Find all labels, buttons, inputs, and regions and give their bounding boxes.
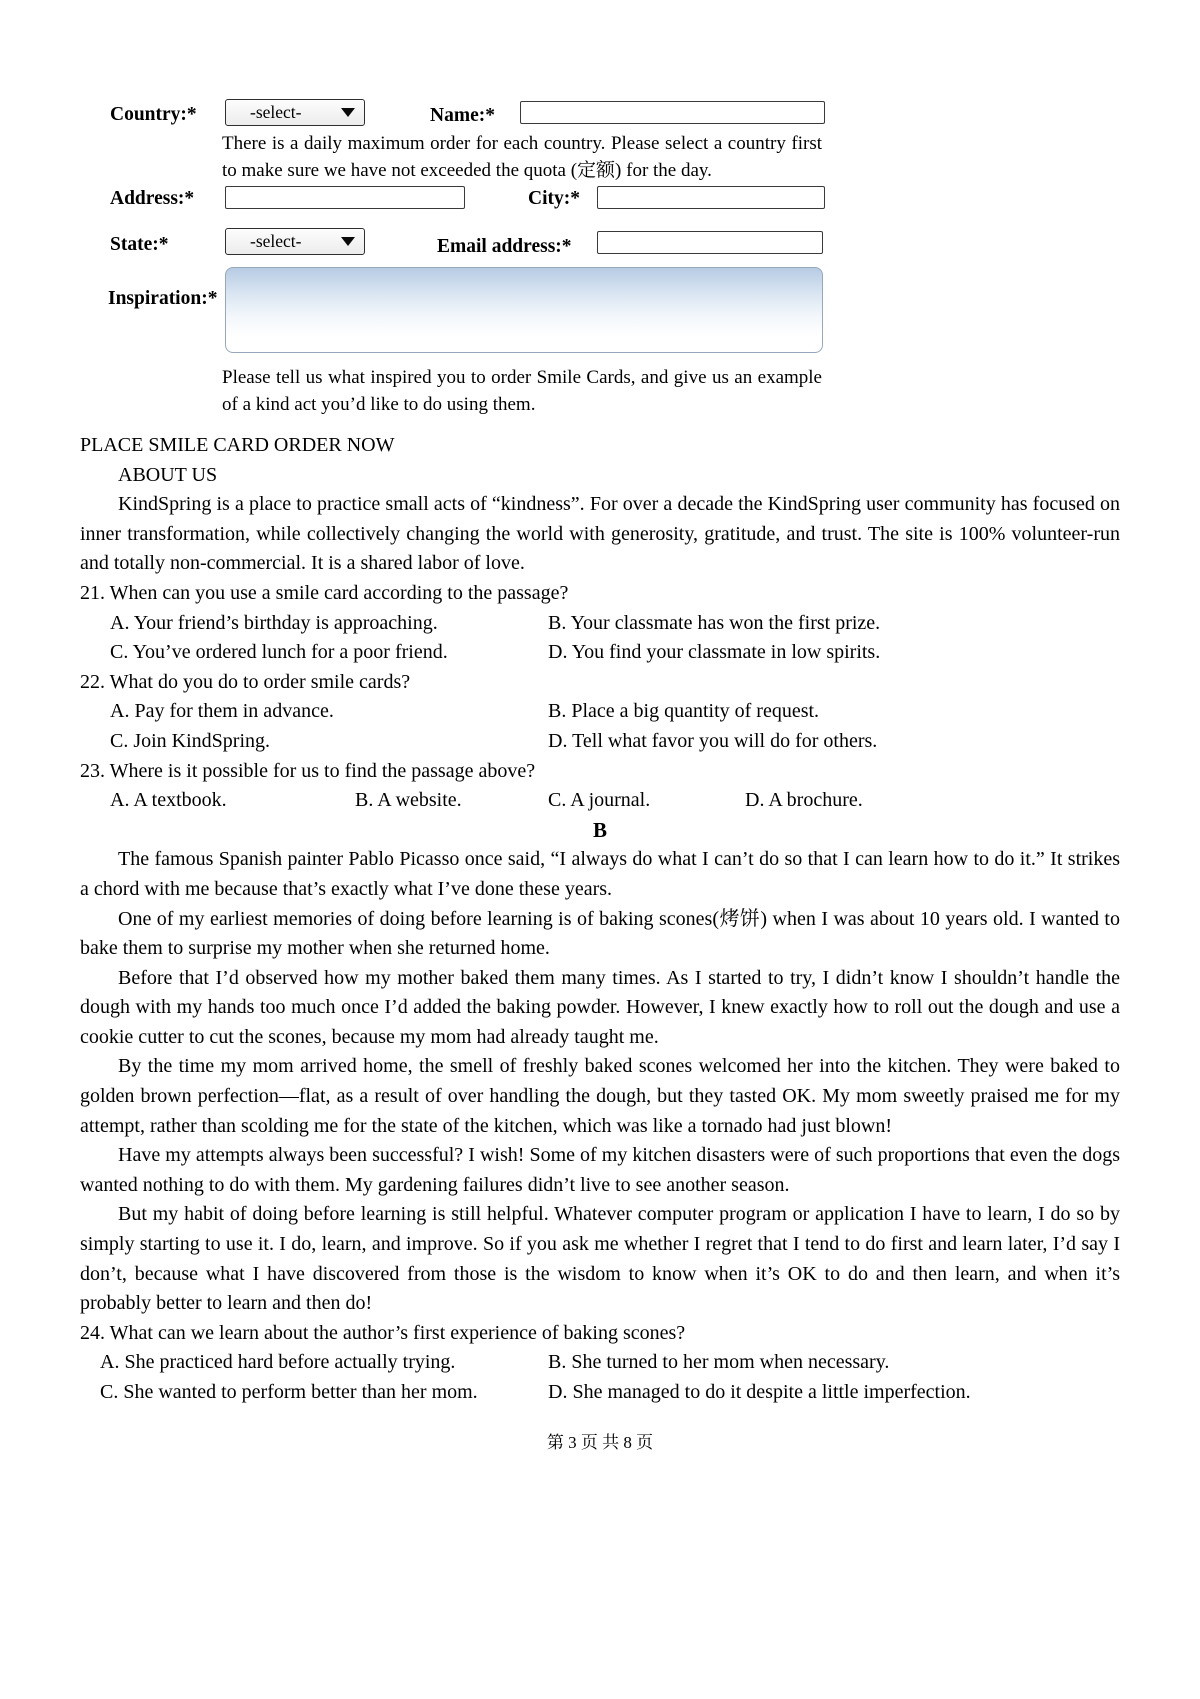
country-select[interactable] [225, 99, 365, 126]
question-22-stem: 22. What do you do to order smile cards? [80, 670, 411, 693]
section-b-heading: B [592, 817, 607, 842]
inspiration-label: Inspiration:* [108, 288, 218, 309]
passage-b-paragraph-1: The famous Spanish painter Pablo Picasso once said, “I always do what I can’t do so that I can learn how to do it.” It strikes a chord with me because that’s exactly what I’ve done these years. [80, 848, 1120, 900]
passage-b-paragraph-4: By the time my mom arrived home, the smell of freshly baked scones welcomed her into the kitchen. They were baked to golden brown perfection—flat, as a result of over handling the dough, but they tasted OK. My mom sweetly praised me for my attempt, rather than scolding me for the state of the kitchen, which was like a tornado had just blown! [80, 1055, 1120, 1137]
q21-option-b: B. Your classmate has won the first prize. [548, 611, 881, 634]
country-label: Country:* [110, 104, 197, 125]
q21-option-a: A. Your friend’s birthday is approaching. [110, 611, 438, 634]
question-24-options-row-2 [80, 1378, 1120, 1408]
inspiration-textarea[interactable] [225, 267, 823, 353]
question-22-options-row-1 [80, 697, 1120, 727]
document-body [80, 431, 1120, 1408]
dropdown-arrow-icon [341, 108, 355, 117]
q24-option-d: D. She managed to do it despite a little imperfection. [548, 1381, 971, 1403]
name-input[interactable] [520, 101, 825, 124]
q21-option-c: C. You’ve ordered lunch for a poor friend. [110, 641, 448, 664]
question-24-stem: 24. What can we learn about the author’s first experience of baking scones? [80, 1321, 686, 1344]
q22-option-d: D. Tell what favor you will do for others. [548, 729, 878, 752]
city-label: City:* [528, 188, 580, 209]
q24-option-a: A. She practiced hard before actually trying. [100, 1351, 456, 1374]
passage-b-paragraph-2: One of my earliest memories of doing before learning is of baking scones(烤饼) when I was about 10 years old. I wanted to bake them to surprise my mother when she returned home. [80, 907, 1120, 960]
q21-option-d: D. You find your classmate in low spirits. [548, 641, 881, 664]
country-note: There is a daily maximum order for each country. Please select a country first to make sure we have not exceeded the quota (定额) for the day. [222, 133, 822, 182]
smile-card-order-form [0, 0, 1200, 430]
q23-option-d: D. A brochure. [745, 789, 863, 812]
about-us-heading: ABOUT US [118, 463, 218, 486]
email-input[interactable] [597, 231, 823, 254]
address-label: Address:* [110, 188, 195, 209]
place-order-heading: PLACE SMILE CARD ORDER NOW [80, 434, 395, 456]
q23-option-a: A. A textbook. [110, 789, 227, 812]
question-24-options-row-1 [80, 1348, 1120, 1378]
state-select[interactable] [225, 228, 365, 255]
question-21-options-row-2 [80, 638, 1120, 668]
q24-option-b: B. She turned to her mom when necessary. [548, 1351, 890, 1374]
q22-option-a: A. Pay for them in advance. [110, 700, 334, 723]
passage-b-paragraph-5: Have my attempts always been successful? I wish! Some of my kitchen disasters were of such proportions that even the dogs wanted nothing to do with them. My gardening failures didn’t live to see another season. [80, 1144, 1120, 1196]
inspiration-note: Please tell us what inspired you to order Smile Cards, and give us an example of a kind act you’d like to do using them. [222, 367, 822, 416]
email-label: Email address:* [437, 236, 572, 257]
q23-option-b: B. A website. [355, 789, 462, 812]
question-21-options-row-1 [80, 609, 1120, 639]
state-select-value: -select- [250, 231, 302, 251]
passage-b-paragraph-3: Before that I’d observed how my mother baked them many times. As I started to try, I didn’t know I shouldn’t handle the dough with my hands too much once I’d added the baking powder. However, I knew exactly how to roll out the dough and use a cookie cutter to cut the scones, because my mom had already taught me. [80, 966, 1120, 1048]
q22-option-b: B. Place a big quantity of request. [548, 700, 820, 723]
name-label: Name:* [430, 105, 495, 126]
question-23-stem: 23. Where is it possible for us to find the passage above? [80, 759, 536, 782]
question-23-options-row [80, 786, 1120, 816]
q22-option-c: C. Join KindSpring. [110, 729, 271, 752]
page-footer: 第 3 页 共 8 页 [546, 1433, 654, 1452]
question-22-options-row-2 [80, 727, 1120, 757]
q23-option-c: C. A journal. [548, 789, 651, 812]
city-input[interactable] [597, 186, 825, 209]
q24-option-c: C. She wanted to perform better than her mom. [100, 1381, 478, 1403]
address-input[interactable] [225, 186, 465, 209]
dropdown-arrow-icon [341, 237, 355, 246]
country-select-value: -select- [250, 102, 302, 122]
about-paragraph: KindSpring is a place to practice small acts of “kindness”. For over a decade the KindSpring user community has focused on inner transformation, while collectively changing the world with generosity, gratitude, and trust. The site is 100% volunteer-run and totally non-commercial. It is a shared labor of love. [80, 493, 1120, 575]
state-label: State:* [110, 234, 169, 255]
passage-b-paragraph-6: But my habit of doing before learning is still helpful. Whatever computer program or application I have to learn, I do so by simply starting to use it. I do, learn, and improve. So if you ask me whether I regret that I tend to do first and learn later, I’d say I don’t, because what I have discovered from those is the wisdom to know when it’s OK to do and then learn, and when it’s probably better to learn and then do! [80, 1203, 1120, 1315]
question-21-stem: 21. When can you use a smile card according to the passage? [80, 581, 569, 604]
